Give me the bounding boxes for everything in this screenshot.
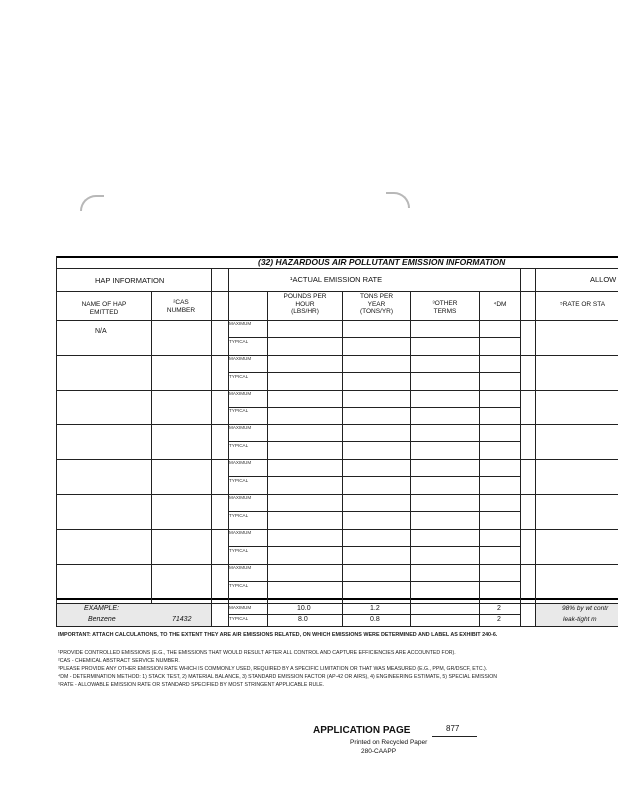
allowable-header: ALLOW (590, 275, 617, 284)
actual-emission-rate-header: ¹ACTUAL EMISSION RATE (290, 275, 383, 284)
row-label-typical: TYPICAL (229, 374, 249, 379)
footnote-4: ⁴DM - DETERMINATION METHOD: 1) STACK TEST, 2) MATERIAL BALANCE, 3) STANDARD EMISSION FACTOR (AP-42 OR AIRS), 4) ENGINEERING ESTIMATE, 5) SPECIAL EMISSION (58, 674, 497, 680)
example-row-maximum: MAXIMUM (229, 605, 252, 610)
row-label-maximum: MAXIMUM (229, 391, 252, 396)
row-label-typical: TYPICAL (229, 478, 249, 483)
row-label-maximum: MAXIMUM (229, 425, 252, 430)
col-cas-number: ²CAS NUMBER (166, 299, 196, 314)
row-label-typical: TYPICAL (229, 548, 249, 553)
footnote-3: ³PLEASE PROVIDE ANY OTHER EMISSION RATE WHICH IS COMMONLY USED, REQUIRED BY A SPECIFIC LIMITATION OR THAT WAS MEASURED (E.G., PPM, GR/DSCF, ETC.). (58, 666, 488, 672)
col-rate-or-standard: ⁵RATE OR STA (560, 301, 606, 308)
col-name-of-hap: NAME OF HAP EMITTED (81, 301, 127, 316)
footnote-5: ⁵RATE - ALLOWABLE EMISSION RATE OR STANDARD SPECIFIED BY MOST STRINGENT APPLICABLE RULE. (58, 682, 325, 688)
row-label-typical: TYPICAL (229, 443, 249, 448)
footnote-1: ¹PROVIDE CONTROLLED EMISSIONS (E.G., THE EMISSIONS THAT WOULD RESULT AFTER ALL CONTROL AND CAPTURE EFFICIENCIES ARE ACCOUNTED FOR). (58, 650, 456, 656)
example-hap-name: Benzene (88, 616, 116, 623)
row-label-maximum: MAXIMUM (229, 356, 252, 361)
example-typ-dm: 2 (497, 616, 501, 623)
hap-information-header: HAP INFORMATION (95, 276, 165, 285)
row-label-maximum: MAXIMUM (229, 530, 252, 535)
example-max-tons: 1.2 (370, 605, 380, 612)
scan-corner-right (386, 192, 410, 208)
important-note: IMPORTANT: ATTACH CALCULATIONS, TO THE EXTENT THEY ARE AIR EMISSIONS RELATED, ON WHICH EMISSIONS WERE DETERMINED AND LABEL AS EXHIBIT 240-6. (58, 632, 498, 638)
scan-corner-left (80, 195, 104, 211)
example-label: EXAMPLE: (84, 605, 120, 612)
recycled-paper-note: Printed on Recycled Paper (350, 739, 428, 746)
row-label-maximum: MAXIMUM (229, 460, 252, 465)
row-label-maximum: MAXIMUM (229, 495, 252, 500)
example-allowable-max: 98% by wt contr (562, 605, 609, 612)
footnote-2: ²CAS - CHEMICAL ABSTRACT SERVICE NUMBER. (58, 658, 180, 664)
row-label-typical: TYPICAL (229, 583, 249, 588)
row-label-typical: TYPICAL (229, 513, 249, 518)
example-cas-number: 71432 (172, 616, 192, 623)
example-allowable-typ: leak-tight m (563, 616, 597, 623)
col-dm: ⁴DM (493, 301, 507, 308)
example-max-lbs: 10.0 (297, 605, 311, 612)
col-other-terms: ³OTHER TERMS (432, 300, 458, 315)
example-max-dm: 2 (497, 605, 501, 612)
example-row-typical: TYPICAL (229, 616, 249, 621)
form-title: (32) HAZARDOUS AIR POLLUTANT EMISSION INFORMATION (258, 257, 506, 267)
col-pounds-per-hour: POUNDS PER HOUR (LBS/HR) (283, 293, 327, 315)
row-label-typical: TYPICAL (229, 339, 249, 344)
row-label-typical: TYPICAL (229, 408, 249, 413)
row-label-maximum: MAXIMUM (229, 321, 252, 326)
form-code: 280-CAAPP (361, 748, 397, 755)
page-number-underline (432, 736, 477, 737)
first-row-hap-name: N/A (95, 328, 107, 335)
example-typ-lbs: 8.0 (298, 616, 308, 623)
example-typ-tons: 0.8 (370, 616, 380, 623)
application-page-label: APPLICATION PAGE (313, 725, 411, 736)
application-page-number: 877 (446, 724, 460, 733)
col-tons-per-year: TONS PER YEAR (TONS/YR) (359, 293, 394, 315)
row-label-maximum: MAXIMUM (229, 565, 252, 570)
